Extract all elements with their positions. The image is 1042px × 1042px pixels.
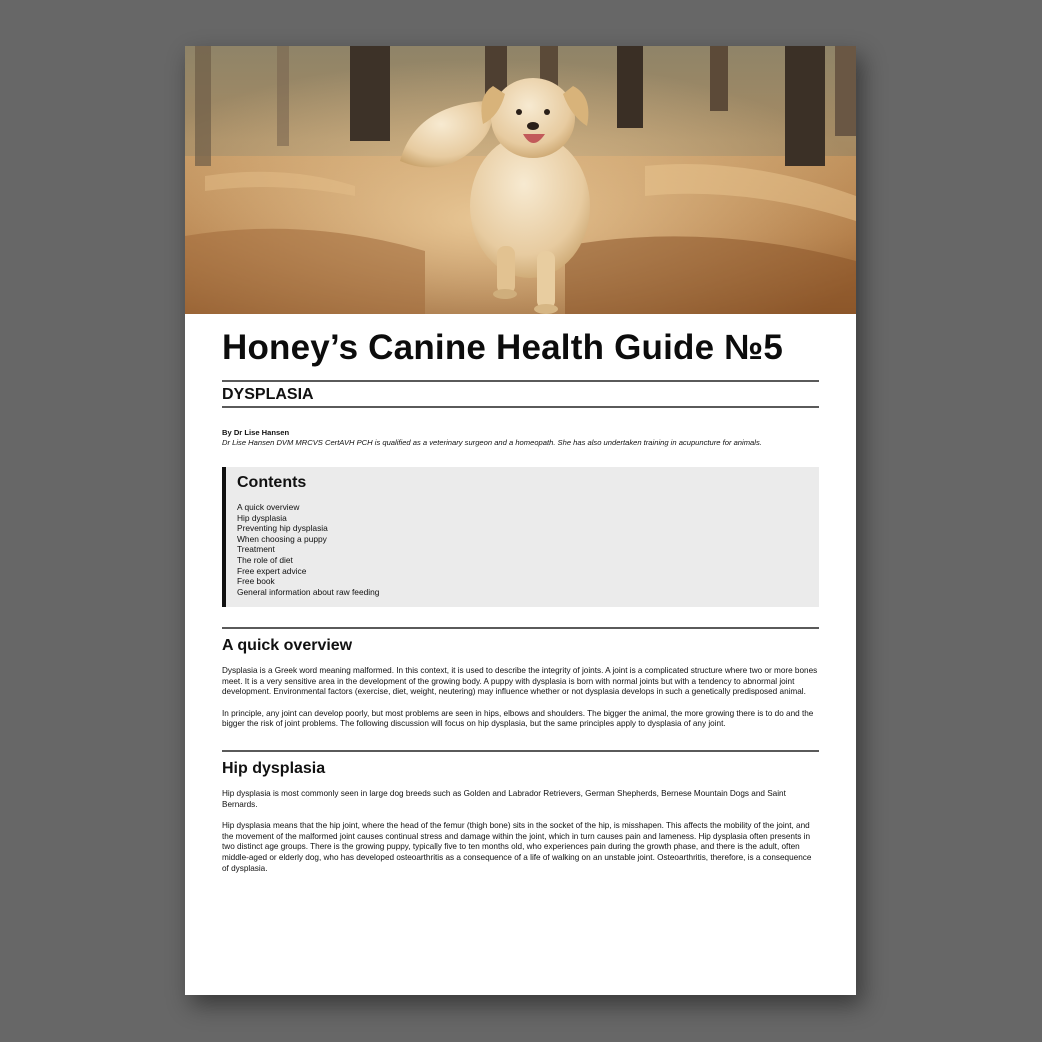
document-title: Honey’s Canine Health Guide №5: [222, 328, 784, 367]
document-subtitle: DYSPLASIA: [222, 386, 314, 403]
divider: [222, 406, 819, 408]
contents-item[interactable]: Free expert advice: [237, 565, 307, 576]
contents-box: [222, 467, 819, 607]
divider: [222, 750, 819, 752]
contents-item[interactable]: Free book: [237, 576, 275, 587]
contents-heading: Contents: [237, 474, 307, 491]
section-quick-overview: [222, 635, 819, 730]
author-bio: Dr Lise Hansen DVM MRCVS CertAVH PCH is qualified as a veterinary surgeon and a homeopath. She has also undertaken training in acupuncture for animals.: [222, 438, 762, 447]
contents-list: [237, 502, 819, 597]
contents-item[interactable]: Preventing hip dysplasia: [237, 523, 328, 534]
contents-item[interactable]: The role of diet: [237, 554, 293, 565]
contents-item[interactable]: When choosing a puppy: [237, 533, 327, 544]
section-heading: Hip dysplasia: [222, 759, 326, 777]
author-block: [222, 428, 819, 448]
contents-item[interactable]: A quick overview: [237, 502, 300, 512]
contents-item[interactable]: Treatment: [237, 544, 275, 555]
section-heading: A quick overview: [222, 637, 353, 654]
contents-item[interactable]: General information about raw feeding: [237, 586, 380, 597]
section-paragraph: Hip dysplasia means that the hip joint, where the head of the femur (thigh bone) sits in the socket of the hip, is misshapen. This affects the mobility of the joint, and the movement of the malformed joint causes continual stress and damage within the joint, which in turn causes pain and lameness. Hip dysplasia often presents in two distinct age groups. There is the growing puppy, typically five to ten months old, who experiences pain during the growth phase, and there is the adult, often middle-aged or elderly dog, who has developed osteoarthritis as a consequence of a life of walking on an unstable joint. Osteoarthritis, therefore, is a consequence of dysplasia.: [222, 821, 812, 873]
document-page: [185, 46, 856, 995]
contents-item[interactable]: Hip dysplasia: [237, 512, 287, 523]
hero-photo-golden-retriever: [185, 46, 856, 314]
section-paragraph: In principle, any joint can develop poorly, but most problems are seen in hips, elbows and shoulders. The bigger the animal, the more growing there is to do and the bigger the risk of joint problems. The following discussion will focus on hip dysplasia, but the same principles apply to dysplasia of any joint.: [222, 708, 814, 729]
section-paragraph: Dysplasia is a Greek word meaning malformed. In this context, it is used to describe the integrity of joints. A joint is a complicated structure where two or more bones meet. It is a very sensitive area in the development of the growing body. A puppy with dysplasia is born with normal joints but with a tendency to abnormal joint development. Environmental factors (exercise, diet, weight, neutering) may influence whether or not dysplasia develops in such a genetically predisposed animal.: [222, 666, 818, 697]
document-content: [222, 314, 819, 874]
section-paragraph: Hip dysplasia is most commonly seen in large dog breeds such as Golden and Labrador Retrievers, German Shepherds, Bernese Mountain Dogs and Saint Bernards.: [222, 788, 786, 809]
author-line: By Dr Lise Hansen: [222, 428, 290, 437]
divider: [222, 627, 819, 629]
section-hip-dysplasia: [222, 758, 819, 874]
